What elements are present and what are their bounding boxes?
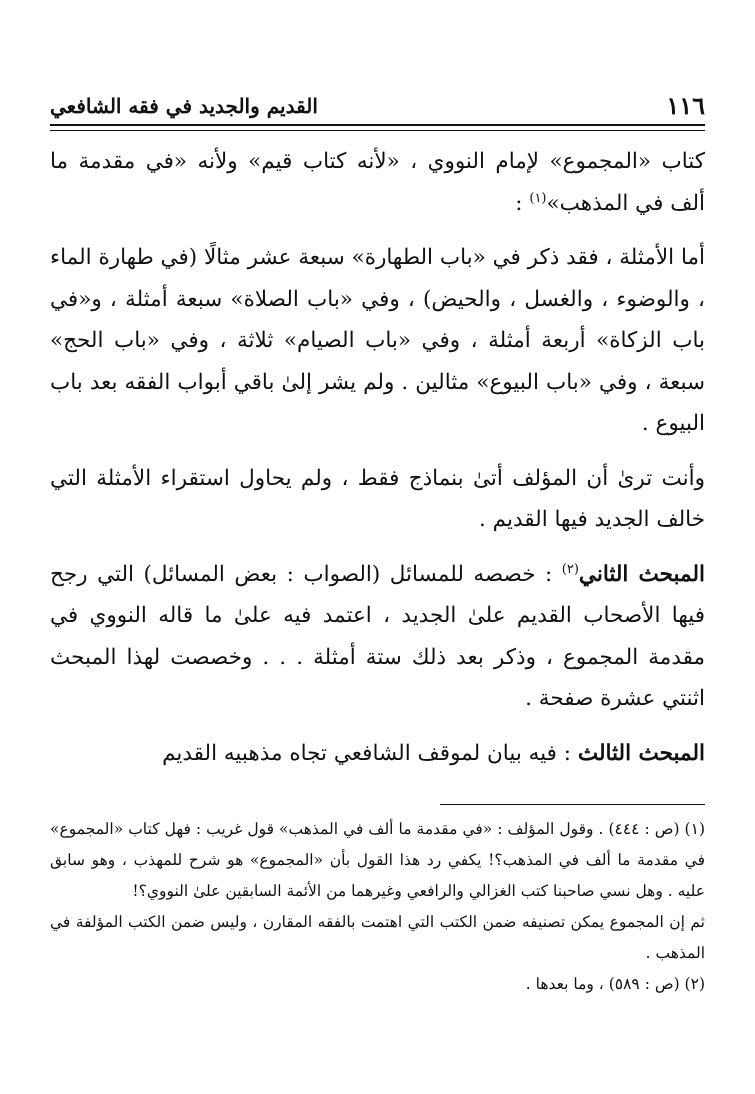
- page-number: ١١٦: [666, 91, 705, 120]
- running-title: القديم والجديد في فقه الشافعي: [50, 94, 318, 118]
- header-rule-thin: [50, 130, 705, 131]
- main-text: [50, 141, 705, 787]
- paragraph-4: [50, 554, 705, 720]
- paragraph-2: أما الأمثلة ، فقد ذكر في «باب الطهارة» سبعة عشر مثالًا (في طهارة الماء ، والوضوء ، والغسل ، والحيض) ، وفي «باب الصلاة» سبعة أمثلة ، و«في باب الزكاة» أربعة أمثلة ، وفي «باب الصيام» ثلاثة ، وفي «باب الحج» سبعة ، وفي «باب البيوع» مثالين . ولم يشر إلىٰ باقي أبواب الفقه بعد باب البيوع .: [50, 245, 705, 436]
- footnote-2: (٢) (ص : ٥٨٩) ، وما بعدها .: [525, 975, 705, 993]
- paragraph-1-text: كتاب «المجموع» لإمام النووي ، «لأنه كتاب قيم» ولأنه «في مقدمة ما ألف في المذهب»: [50, 149, 705, 216]
- footnote-ref-1: (١): [529, 190, 547, 206]
- section-heading-3: المبحث الثالث: [577, 740, 705, 766]
- footnote-1: (١) (ص : ٤٤٤) . وقول المؤلف : «في مقدمة ما ألف في المذهب» قول غريب : فهل كتاب «المجموع» في مقدمة ما ألف في المذهب؟! يكفي رد هذا القول بأن «المجموع» هو شرح للمهذب ، وهو سابق عليه . وهل نسي صاحبنا كتب الغزالي والرافعي وغيرهما من الأئمة السابقين علىٰ النووي؟!: [50, 820, 705, 900]
- paragraph-5-text: : فيه بيان لموقف الشافعي تجاه مذهبيه القديم: [162, 740, 578, 766]
- footnote-1-continued: ثم إن المجموع يمكن تصنيفه ضمن الكتب التي اهتمت بالفقه المقارن ، وليس ضمن الكتب المؤلفة في المذهب .: [50, 913, 705, 962]
- header-rule-thick: [50, 124, 705, 126]
- section-heading-2: المبحث الثاني: [578, 561, 705, 587]
- footnote-separator: [440, 804, 705, 805]
- paragraph-3: وأنت ترىٰ أن المؤلف أتىٰ بنماذج فقط ، ولم يحاول استقراء الأمثلة التي خالف الجديد فيها القديم .: [50, 465, 705, 532]
- paragraph-5: [50, 733, 705, 775]
- footnote-ref-2: (٢): [561, 561, 579, 577]
- page-header: [50, 80, 705, 120]
- paragraph-1-end: :: [515, 190, 530, 216]
- paragraph-1: [50, 141, 705, 224]
- footnotes: [50, 814, 705, 1000]
- paragraph-4-text: : خصصه للمسائل (الصواب : بعض المسائل) التي رجح فيها الأصحاب القديم علىٰ الجديد ، اعتمد فيه علىٰ ما قاله النووي في مقدمة المجموع ، وذكر بعد ذلك ستة أمثلة . . . وخصصت لهذا المبحث اثنتي عشرة صفحة .: [50, 561, 705, 711]
